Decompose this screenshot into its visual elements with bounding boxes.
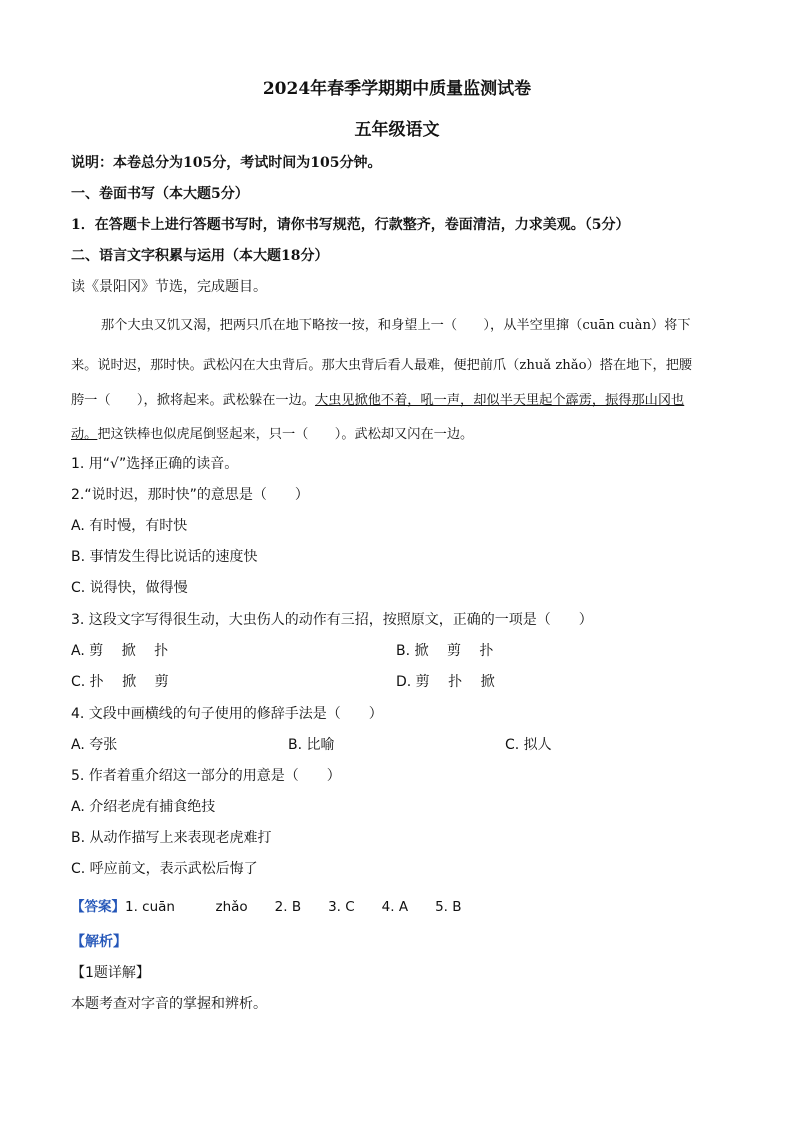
option-3a: A. 剪 掀 扑 [71,643,169,659]
question-2: 2.“说时迟，那时快”的意思是（ ） [71,487,309,503]
passage-line-4 [71,423,721,442]
question-3: 3. 这段文字写得很生动，大虫伤人的动作有三招，按照原文，正确的一项是（ ） [71,612,593,628]
option-2c: C. 说得快，做得慢 [71,580,188,596]
option-2b: B. 事情发生得比说话的速度快 [71,549,258,565]
option-3d: D. 剪 扑 掀 [396,674,495,690]
option-4c: C. 拟人 [505,737,552,753]
question-4: 4. 文段中画横线的句子使用的修辞手法是（ ） [71,706,383,722]
question-1: 1. 用“√”选择正确的读音。 [71,456,239,472]
analysis-subheading: 【1题详解】 [71,965,150,981]
question-1-writing: 1．在答题卡上进行答题书写时，请你书写规范，行款整齐，卷面清洁，力求美观。（5分） [71,217,630,233]
option-3b: B. 掀 剪 扑 [396,643,494,659]
passage-line-3 [71,389,721,408]
option-5b: B. 从动作描写上来表现老虎难打 [71,830,272,846]
underlined-sentence: 大虫见掀他不着，吼一声，却似半天里起个霹雳，振得那山冈也 [314,393,685,408]
section-heading-language: 二、语言文字积累与运用（本大题18分） [71,248,329,264]
option-5a: A. 介绍老虎有捕食绝技 [71,799,216,815]
underlined-sentence-end: 动。 [71,427,98,442]
analysis-body: 本题考查对字音的掌握和辨析。 [71,996,267,1012]
answer-label: 【答案】 [71,899,125,915]
passage-text: 胯一（ ），掀将起来。武松躲在一边。 [71,393,315,408]
option-4b: B. 比喻 [288,737,335,753]
analysis-label: 【解析】 [71,934,127,950]
passage-text: 把这铁棒也似虎尾倒竖起来，只一（ ）。武松却又闪在一边。 [97,427,474,442]
answer-text: 1. cuān zhǎo 2. B 3. C 4. A 5. B [125,899,462,915]
option-3c: C. 扑 掀 剪 [71,674,169,690]
question-5: 5. 作者着重介绍这一部分的用意是（ ） [71,768,341,784]
answer-line [71,895,462,915]
page-title: 2024年春季学期期中质量监测试卷 [262,79,532,99]
page-subtitle: 五年级语文 [354,120,440,140]
option-5c: C. 呼应前文，表示武松后悔了 [71,861,258,877]
option-4a: A. 夸张 [71,737,118,753]
exam-note: 说明：本卷总分为105分，考试时间为105分钟。 [71,155,382,171]
option-2a: A. 有时慢，有时快 [71,518,188,534]
reading-intro: 读《景阳冈》节选，完成题目。 [71,279,267,295]
section-heading-writing: 一、卷面书写（本大题5分） [71,186,249,202]
passage-line-2: 来。说时迟，那时快。武松闪在大虫背后。那大虫背后看人最难，便把前爪（zhuǎ zhǎo）搭在地下，把腰 [71,358,693,373]
passage-line-1: 那个大虫又饥又渴，把两只爪在地下略按一按，和身望上一（ ），从半空里撺（cuān cuàn）将下 [101,318,691,333]
